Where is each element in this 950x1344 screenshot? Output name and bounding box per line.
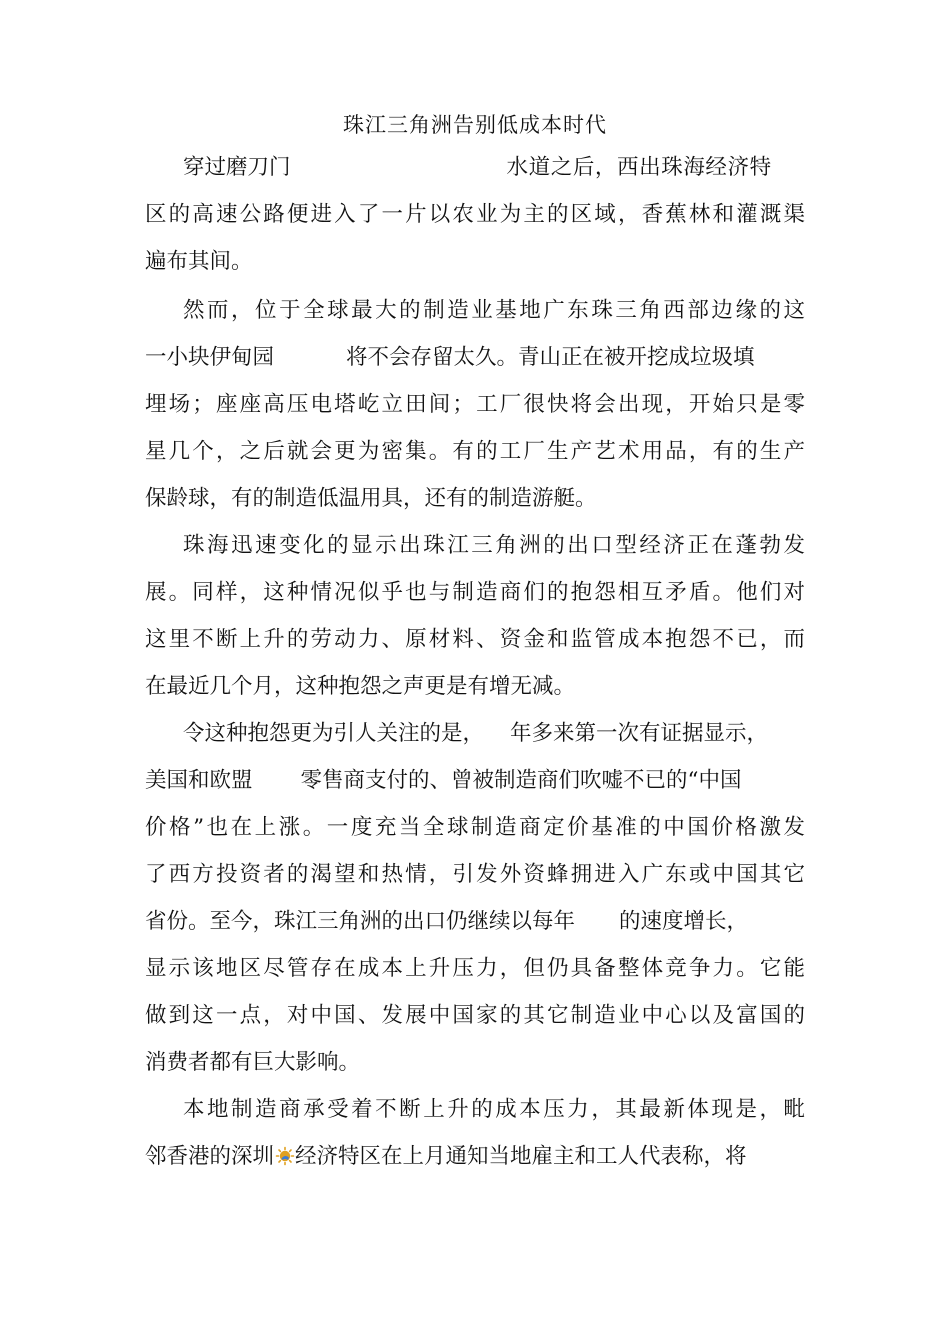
text-segment: 零售商支付的、曾被制造商们吹嘘不已的“中国 <box>300 768 742 793</box>
text-segment: 令这种抱怨更为引人关注的是， <box>183 721 485 746</box>
paragraph-2-line-2 <box>145 338 805 378</box>
paragraph-4-line-5 <box>145 902 805 942</box>
paragraph-2-line-3: 埋场；座座高压电塔屹立田间；工厂很快将会出现，开始只是零 <box>145 392 805 417</box>
text-segment: 将不会存留太久。青山正在被开挖成垃圾填 <box>346 345 755 370</box>
paragraph-2-line-1: 然而，位于全球最大的制造业基地广东珠三角西部边缘的这 <box>183 298 805 323</box>
sun-globe-icon <box>275 1140 295 1160</box>
paragraph-4-line-2 <box>145 761 805 801</box>
paragraph-4-line-3: 价格”也在上涨。一度充当全球制造商定价基准的中国价格激发 <box>145 815 805 840</box>
paragraph-3-line-1: 珠海迅速变化的显示出珠江三角洲的出口型经济正在蓬勃发 <box>183 533 805 558</box>
paragraph-4-line-7: 做到这一点，对中国、发展中国家的其它制造业中心以及富国的 <box>145 1003 805 1028</box>
paragraph-4-line-4: 了西方投资者的渴望和热情，引发外资蜂拥进入广东或中国其它 <box>145 862 805 887</box>
paragraph-3-line-3: 这里不断上升的劳动力、原材料、资金和监管成本抱怨不已，而 <box>145 627 805 652</box>
text-segment: 年多来第一次有证据显示， <box>510 721 769 746</box>
text-segment: 省份。至今，珠江三角洲的出口仍继续以每年 <box>145 909 576 934</box>
paragraph-1-line-3: 遍布其间。 <box>145 249 253 274</box>
paragraph-3-line-4: 在最近几个月，这种抱怨之声更是有增无减。 <box>145 674 576 699</box>
text-segment: 的速度增长， <box>619 909 749 934</box>
text-segment: 美国和欧盟 <box>145 768 253 793</box>
text-segment: 穿过磨刀门 <box>183 155 291 180</box>
paragraph-2-line-4: 星几个，之后就会更为密集。有的工厂生产艺术用品，有的生产 <box>145 439 805 464</box>
paragraph-4-line-8: 消费者都有巨大影响。 <box>145 1050 361 1075</box>
paragraph-3-line-2: 展。同样，这种情况似乎也与制造商们的抱怨相互矛盾。他们对 <box>145 580 805 605</box>
text-segment: 水道之后，西出珠海经济特 <box>506 155 772 180</box>
document-title: 珠江三角洲告别低成本时代 <box>343 113 607 137</box>
text-segment: 一小块伊甸园 <box>145 345 275 370</box>
paragraph-4-line-1 <box>183 714 805 754</box>
paragraph-5-line-2 <box>145 1137 805 1177</box>
paragraph-2-line-5: 保龄球，有的制造低温用具，还有的制造游艇。 <box>145 486 597 511</box>
paragraph-1-line-1 <box>183 148 805 188</box>
sun-globe-icon-graphic <box>275 1146 295 1166</box>
text-segment: 经济特区在上月通知当地雇主和工人代表称，将 <box>295 1144 747 1169</box>
paragraph-5-line-1: 本地制造商承受着不断上升的成本压力，其最新体现是，毗 <box>183 1097 805 1122</box>
paragraph-1-line-2: 区的高速公路便进入了一片以农业为主的区域，香蕉林和灌溉渠 <box>145 202 805 227</box>
paragraph-4-line-6: 显示该地区尽管存在成本上升压力，但仍具备整体竞争力。它能 <box>145 956 805 981</box>
text-segment: 邻香港的深圳 <box>145 1144 275 1169</box>
